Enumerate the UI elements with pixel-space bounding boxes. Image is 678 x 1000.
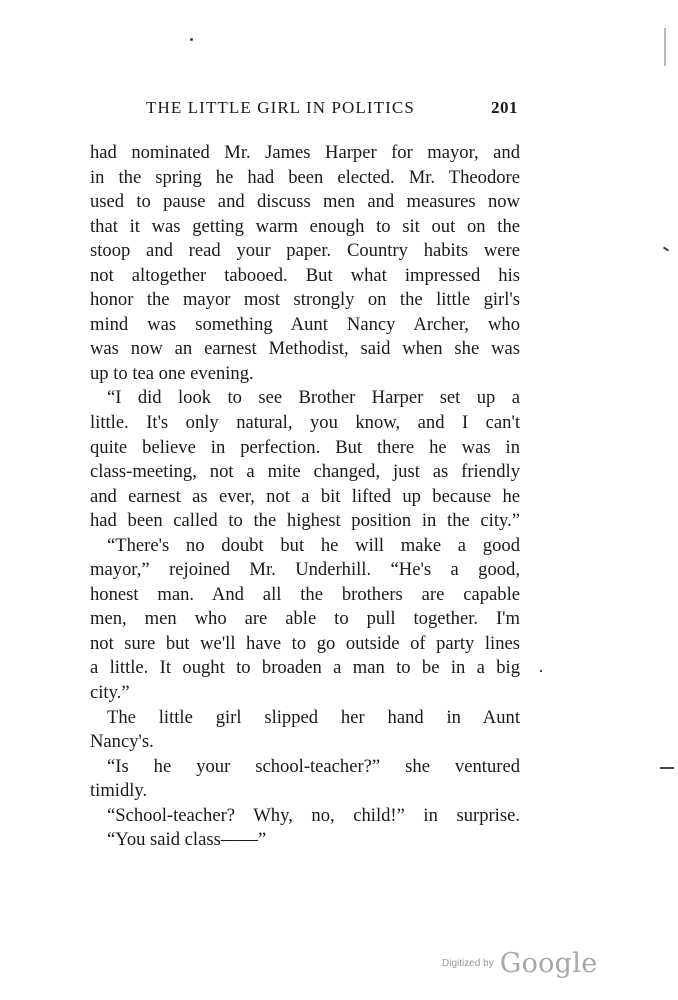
text-line: that it was getting warm enough to sit out on the: [90, 215, 520, 237]
text-line: men, men who are able to pull together. I'm: [90, 608, 520, 630]
text-line: timidly.: [90, 780, 148, 802]
scan-speck: [190, 38, 193, 41]
scan-edge-line: [664, 28, 666, 66]
text-line: not altogether tabooed. But what impressed his: [90, 264, 520, 286]
digitized-footer: [442, 948, 597, 984]
body-text: [90, 141, 520, 853]
page-header: [146, 98, 518, 122]
scan-speck: [540, 670, 542, 672]
page-number: 201: [491, 98, 518, 117]
running-title: THE LITTLE GIRL IN POLITICS: [146, 98, 415, 117]
text-line: had been called to the highest position in the city.”: [90, 510, 520, 532]
text-line: “Is he your school-teacher?” she ventured: [107, 755, 520, 777]
text-line: mayor,” rejoined Mr. Underhill. “He's a good,: [90, 559, 520, 581]
text-line: little. It's only natural, you know, and I can't: [90, 412, 520, 434]
text-line: up to tea one evening.: [90, 362, 254, 384]
text-line: “I did look to see Brother Harper set up a: [107, 387, 520, 409]
text-line: and earnest as ever, not a bit lifted up because he: [90, 485, 520, 507]
text-line: in the spring he had been elected. Mr. Theodore: [90, 166, 520, 188]
text-line: stoop and read your paper. Country habits were: [90, 240, 520, 262]
text-line: quite believe in perfection. But there he was in: [90, 436, 520, 458]
scan-speck: [663, 246, 669, 251]
text-line: used to pause and discuss men and measures now: [90, 191, 520, 213]
digitized-by-label: Digitized by: [442, 958, 494, 969]
text-line: a little. It ought to broaden a man to be in a big: [90, 657, 520, 679]
text-line: was now an earnest Methodist, said when she was: [90, 338, 520, 360]
text-line: honor the mayor most strongly on the little girl's: [90, 289, 520, 311]
text-line: not sure but we'll have to go outside of party lines: [90, 632, 520, 654]
text-line: The little girl slipped her hand in Aunt: [107, 706, 520, 728]
text-line: “You said class——”: [107, 829, 267, 851]
text-line: Nancy's.: [90, 731, 154, 753]
text-line: “There's no doubt but he will make a good: [107, 534, 520, 556]
google-logo: Google: [499, 948, 598, 979]
text-line: honest man. And all the brothers are capable: [90, 583, 520, 605]
text-line: city.”: [90, 682, 130, 704]
text-line: mind was something Aunt Nancy Archer, who: [90, 313, 520, 335]
text-line: “School-teacher? Why, no, child!” in surprise.: [107, 804, 520, 826]
text-line: had nominated Mr. James Harper for mayor, and: [90, 142, 520, 163]
scan-speck: [660, 767, 674, 769]
text-line: class-meeting, not a mite changed, just as friendly: [90, 461, 520, 483]
